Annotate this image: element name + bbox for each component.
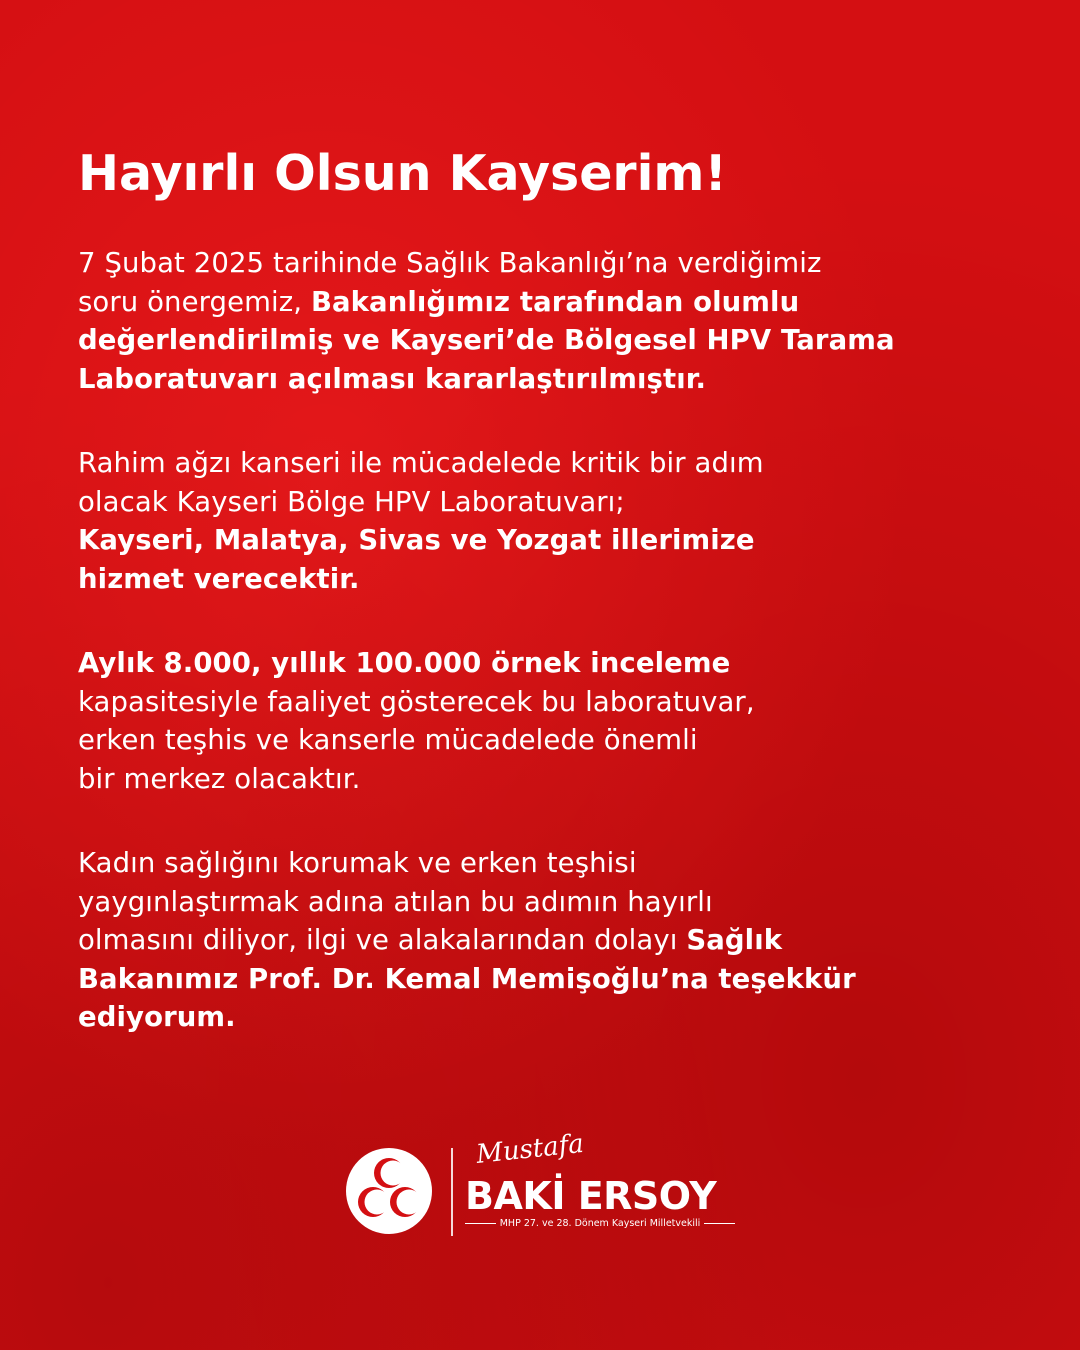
subtitle-rule-left (465, 1223, 496, 1225)
text-segment: erken teşhis ve kanserle mücadelede önemli (78, 724, 698, 756)
paragraph-line (78, 521, 1008, 560)
paragraph-line (78, 444, 1008, 483)
text-segment: kapasitesiyle faaliyet gösterecek bu laboratuvar, (78, 685, 755, 718)
paragraph-line (78, 360, 1008, 399)
paragraph-line (78, 960, 1008, 999)
politician-subtitle: MHP 27. ve 28. Dönem Kayseri Milletvekili (499, 1218, 701, 1229)
paragraph-line (78, 321, 1008, 360)
bold-text-segment: Bakanımız Prof. Dr. Kemal Memişoğlu’na teşekkür (78, 962, 856, 995)
paragraph-line (78, 844, 1008, 883)
paragraph-line (78, 721, 1008, 760)
politician-subtitle-row (465, 1218, 735, 1229)
body-paragraph (78, 444, 1008, 598)
paragraph-line (78, 921, 1008, 960)
bold-text-segment: Laboratuvarı açılması kararlaştırılmıştır. (78, 362, 707, 395)
bold-text-segment: Kayseri, Malatya, Sivas ve Yozgat illerimize (78, 524, 755, 556)
bold-text-segment: değerlendirilmiş ve Kayseri’de Bölgesel HPV Tarama (78, 324, 895, 356)
post-body (78, 244, 1008, 1037)
handwritten-signature: Mustafa (474, 1128, 586, 1170)
body-paragraph (78, 244, 1008, 398)
paragraph-line (78, 998, 1008, 1037)
signature-block (344, 1128, 744, 1240)
text-segment: Rahim ağzı kanseri ile mücadelede kritik bir adım (78, 447, 764, 479)
bold-text-segment: hizmet verecektir. (78, 562, 360, 595)
paragraph-line (78, 644, 1008, 683)
text-segment: Kadın sağlığını korumak ve erken teşhisi (78, 847, 637, 879)
bold-text-segment: Sağlık (686, 924, 783, 956)
subtitle-rule-right (704, 1223, 735, 1225)
signature-divider (451, 1148, 453, 1236)
politician-name: BAKİ ERSOY (465, 1174, 717, 1218)
post-title: Hayırlı Olsun Kayserim! (78, 145, 727, 202)
paragraph-line (78, 683, 1008, 722)
text-segment: soru önergemiz, (78, 285, 311, 318)
text-segment: 7 Şubat 2025 tarihinde Sağlık Bakanlığı’na verdiğimiz (78, 247, 822, 279)
three-crescents-emblem-icon (344, 1146, 434, 1236)
text-segment: bir merkez olacaktır. (78, 762, 361, 795)
paragraph-line (78, 483, 1008, 522)
bold-text-segment: ediyorum. (78, 1001, 236, 1033)
text-segment: olacak Kayseri Bölge HPV Laboratuvarı; (78, 485, 625, 518)
bold-text-segment: Bakanlığımız tarafından olumlu (310, 285, 800, 318)
paragraph-line (78, 244, 1008, 283)
bold-text-segment: Aylık 8.000, yıllık 100.000 örnek inceleme (78, 647, 731, 679)
text-segment: olmasını diliyor, ilgi ve alakalarından dolayı (78, 924, 687, 956)
paragraph-line (78, 883, 1008, 922)
text-segment: yaygınlaştırmak adına atılan bu adımın hayırlı (78, 885, 713, 918)
paragraph-line (78, 760, 1008, 799)
paragraph-line (78, 560, 1008, 599)
body-paragraph (78, 644, 1008, 798)
post-content (78, 140, 1008, 1083)
body-paragraph (78, 844, 1008, 1037)
paragraph-line (78, 283, 1008, 322)
